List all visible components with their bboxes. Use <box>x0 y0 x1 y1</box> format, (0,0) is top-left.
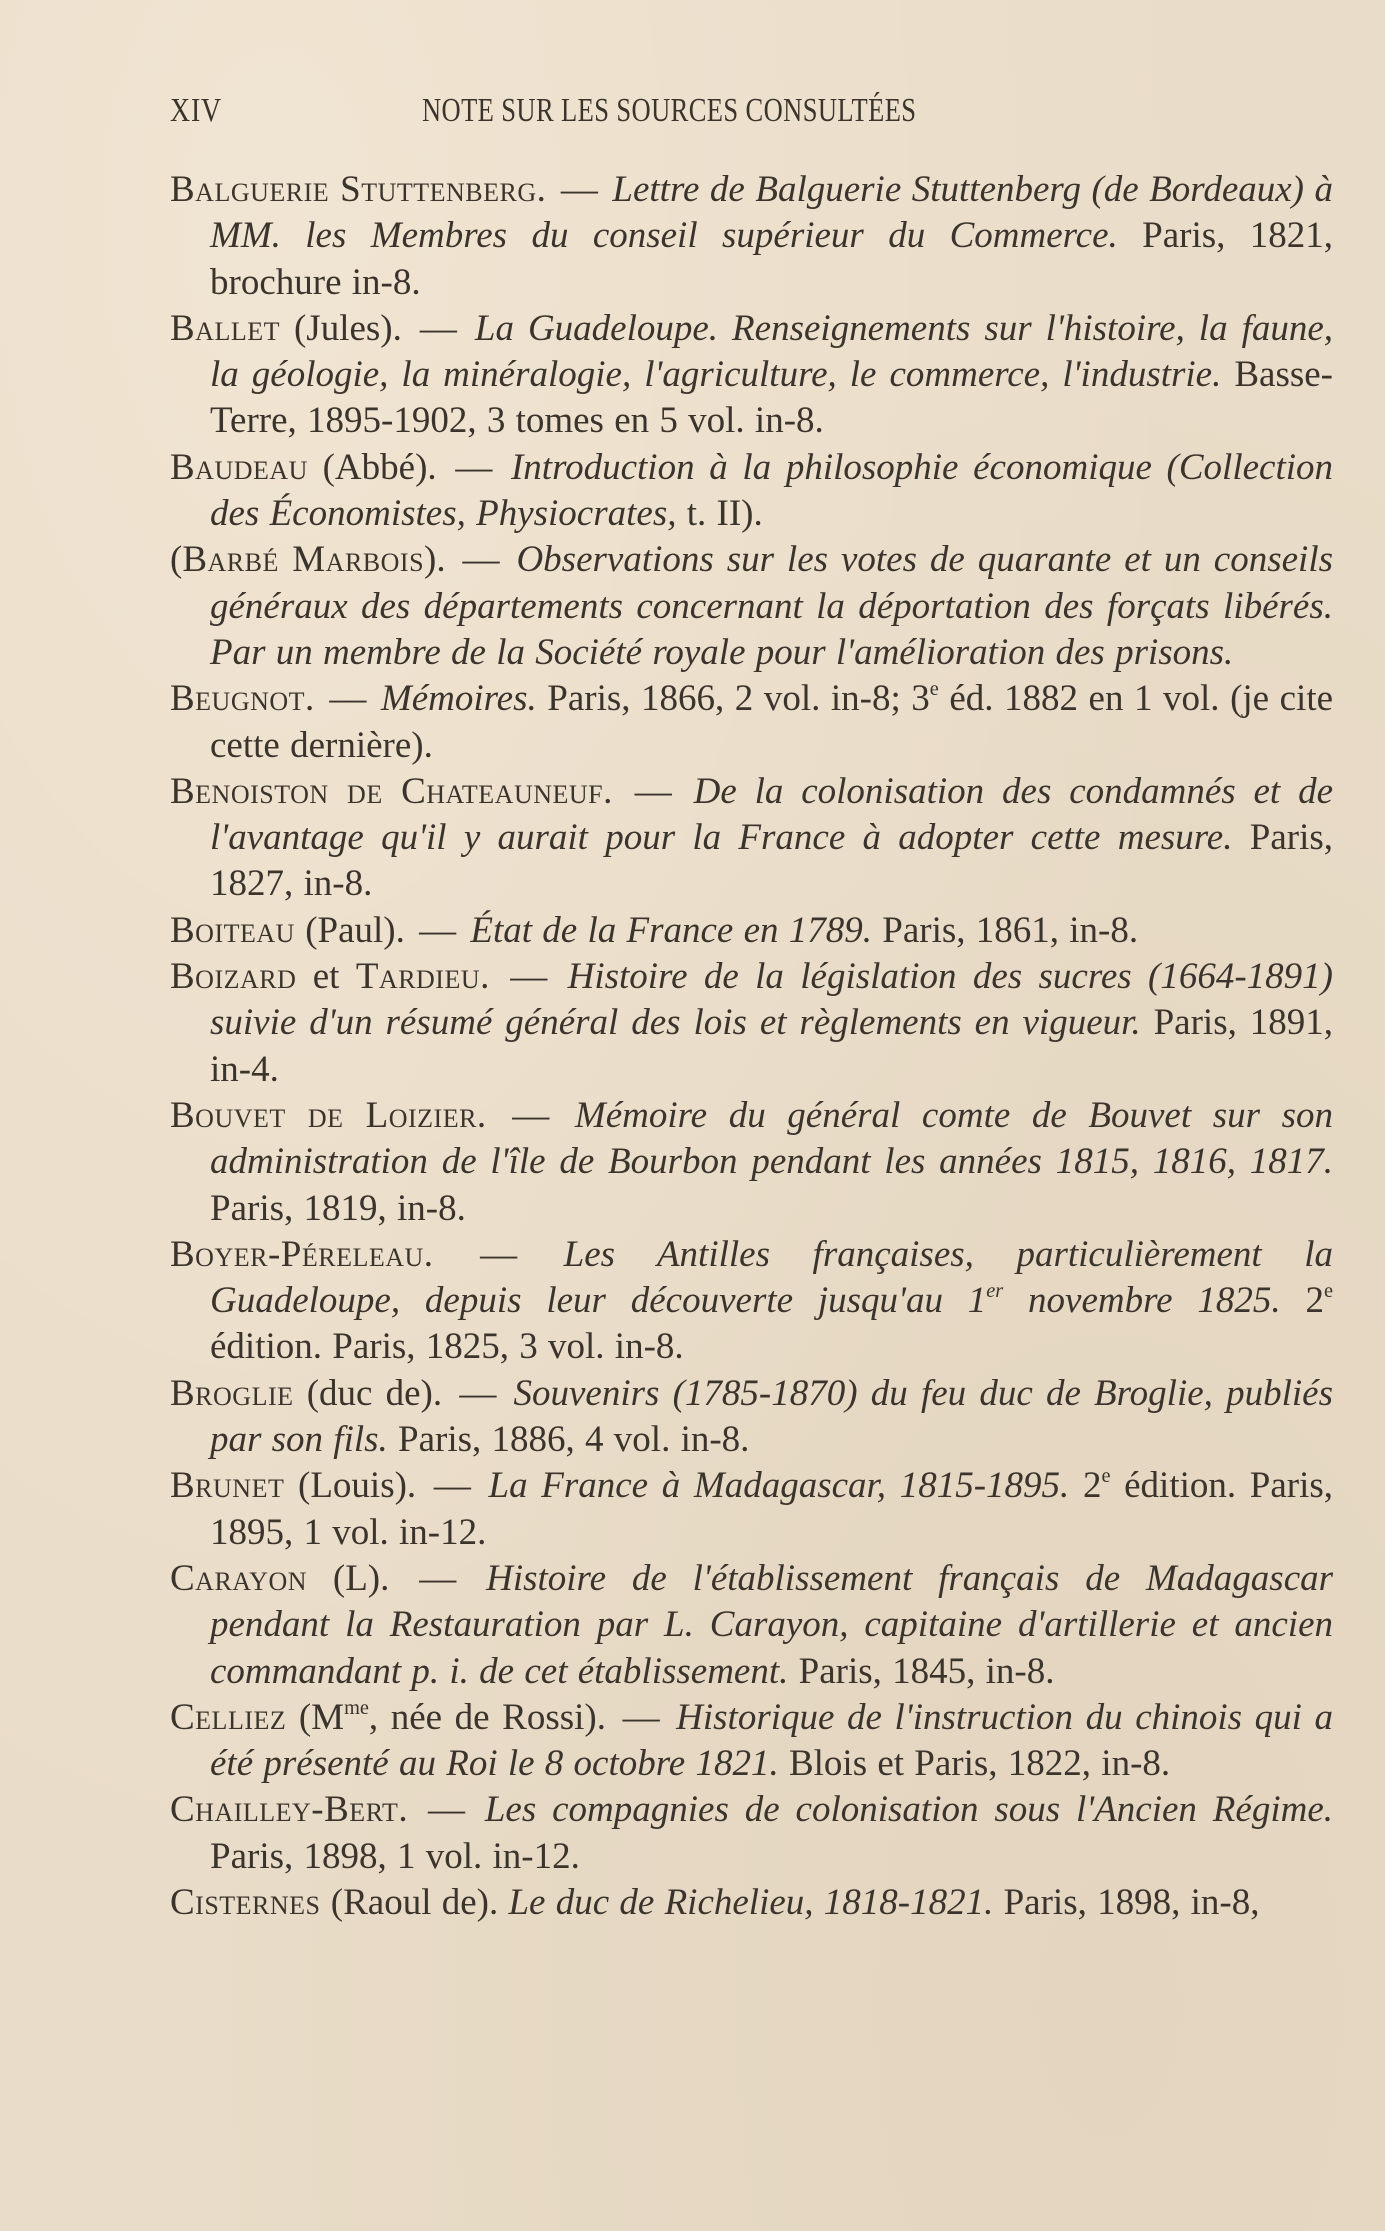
entry-publication <box>210 678 1333 765</box>
entry-title: Mémoire du général comte de Bouvet sur son administration de l'île de Bourbon pendant les années 1815, 1816, 1817. <box>210 1094 1334 1183</box>
superscript: er <box>986 1279 1004 1302</box>
entry-dash: — <box>510 956 548 998</box>
entry-dash: — <box>480 1233 518 1275</box>
entry-author: Balguerie Stuttenberg. <box>170 169 547 210</box>
entry-publication: Paris, 1891, in-4. <box>210 1002 1333 1090</box>
entry-title: Souvenirs (1785-1870) du feu duc de Broglie, publiés par son fils. <box>210 1372 1333 1461</box>
entry-author-note: (Jules). <box>293 307 402 349</box>
entry-dash: — <box>459 1372 497 1414</box>
entry-title: Histoire de la législation des sucres (1664-1891) suivie d'un résumé général des lois et règlements en vigueur. <box>210 956 1334 1044</box>
bibliography-entry <box>170 769 1333 908</box>
pub-text: 2 <box>1082 1465 1102 1507</box>
entry-author: Ballet <box>170 307 280 349</box>
entry-publication: Paris, 1827, in-8. <box>210 817 1333 905</box>
entry-dash: — <box>419 1557 457 1599</box>
entry-title: Observations sur les votes de quarante et un conseils généraux des départements concernant la déportation des forçats libérés. Par un membre de la Société royale pour l'amélioration des prisons. <box>210 539 1333 673</box>
bibliography-entry <box>170 1232 1333 1371</box>
note-text: (M <box>298 1696 345 1738</box>
entry-author-note: (Louis). <box>298 1465 417 1507</box>
bibliography-entry <box>170 1371 1333 1464</box>
entry-title: Historique de l'instruction du chinois qui a été présenté au Roi le 8 octobre 1821. <box>210 1696 1333 1785</box>
entry-publication: Paris, 1898, in-8, <box>1003 1881 1260 1923</box>
entry-publication: t. II). <box>686 493 763 535</box>
entry-author: Bouvet de Loizier. <box>170 1094 487 1136</box>
entry-author-note <box>299 1697 606 1738</box>
entry-author: Celliez <box>170 1696 287 1738</box>
entry-author-note: (duc de). <box>306 1372 443 1414</box>
entry-publication: Paris, 1845, in-8. <box>798 1650 1055 1692</box>
entry-publication: Paris, 1861, in-8. <box>882 909 1139 951</box>
superscript: e <box>1101 1465 1111 1488</box>
bibliography-entry <box>170 1880 1333 1926</box>
bibliography-entry <box>170 1787 1333 1880</box>
bibliography-entry <box>170 1463 1333 1556</box>
entry-author-prefix: ( <box>170 539 183 581</box>
entry-author: Boizard <box>170 956 297 998</box>
title-text: Les Antilles françaises, particulièrement la Guadeloupe, depuis leur découverte jusqu'au 1 <box>210 1233 1334 1322</box>
entry-dash: — <box>419 909 457 951</box>
entry-author-note: ). <box>424 539 446 581</box>
superscript: me <box>344 1696 369 1719</box>
title-text: novembre 1825. <box>1003 1280 1281 1322</box>
pub-text: édition. Paris, 1895, 1 vol. in-12. <box>210 1465 1334 1553</box>
entry-author-2: Tardieu. <box>355 956 490 998</box>
bibliography-entry <box>170 676 1333 769</box>
entry-author-note: (Raoul de). <box>330 1881 499 1923</box>
entry-title: La France à Madagascar, 1815-1895. <box>488 1465 1070 1507</box>
bibliography-entry <box>170 1556 1333 1695</box>
entry-publication: Paris, 1819, in-8. <box>210 1187 466 1229</box>
entry-dash: — <box>560 169 598 210</box>
entry-dash: — <box>634 770 672 812</box>
entry-publication: Paris, 1886, 4 vol. in-8. <box>398 1419 750 1461</box>
entry-title: État de la France en 1789. <box>470 909 873 951</box>
entry-author: Chailley-Bert. <box>170 1789 409 1831</box>
bibliography-entry <box>170 1695 1333 1788</box>
page-number: XIV <box>170 92 223 129</box>
entry-publication: Paris, 1821, brochure in-8. <box>210 215 1334 303</box>
bibliography-entry <box>170 445 1333 538</box>
entry-publication: Blois et Paris, 1822, in-8. <box>788 1743 1171 1785</box>
entry-dash: — <box>622 1696 660 1738</box>
entry-dash: — <box>329 678 367 720</box>
entry-author: Beugnot. <box>170 678 315 720</box>
bibliography-list <box>170 167 1333 1926</box>
entry-author-join: et <box>312 956 340 998</box>
entry-author: Benoiston de Chateauneuf. <box>170 770 613 812</box>
bibliography-entry <box>170 1093 1333 1232</box>
bibliography-entry <box>170 306 1333 445</box>
entry-author: Barbé Marbois <box>182 539 425 581</box>
superscript: e <box>929 678 939 701</box>
bibliography-entry <box>170 537 1333 676</box>
note-text: , née de Rossi). <box>368 1696 606 1738</box>
entry-dash: — <box>455 446 493 488</box>
entry-title: La Guadeloupe. Renseignements sur l'histoire, la faune, la géologie, la minéralogie, l'agriculture, le commerce, l'industrie. <box>210 307 1334 396</box>
entry-author: Brunet <box>170 1465 285 1507</box>
entry-author: Boyer-Péreleau. <box>170 1233 434 1275</box>
running-head <box>170 92 1333 132</box>
bibliography-entry <box>170 167 1333 306</box>
running-title: NOTE SUR LES SOURCES CONSULTÉES <box>422 92 917 129</box>
entry-author: Carayon <box>170 1557 308 1599</box>
entry-dash: — <box>427 1789 465 1831</box>
entry-author: Boiteau <box>170 909 295 951</box>
entry-author-note: (Paul). <box>305 909 405 951</box>
entry-title: De la colonisation des condamnés et de l'avantage qu'il y aurait pour la France à adopter cette mesure. <box>210 770 1333 859</box>
entry-dash: — <box>433 1465 471 1507</box>
entry-author: Broglie <box>170 1372 294 1414</box>
entry-author-note: (Abbé). <box>322 446 437 488</box>
bibliography-entry <box>170 954 1333 1093</box>
entry-author: Cisternes <box>170 1881 321 1923</box>
entry-title: Mémoires. <box>380 678 537 720</box>
pub-text: Paris, 1866, 2 vol. in-8; 3 <box>547 678 930 720</box>
entry-publication: Paris, 1898, 1 vol. in-12. <box>210 1835 580 1877</box>
entry-title: Le duc de Richelieu, 1818-1821. <box>508 1881 994 1923</box>
entry-dash: — <box>512 1094 550 1136</box>
entry-dash: — <box>462 539 500 581</box>
superscript: e <box>1323 1279 1333 1302</box>
entry-dash: — <box>419 307 457 349</box>
entry-title: Les compagnies de colonisation sous l'Ancien Régime. <box>484 1789 1334 1831</box>
pub-text: 2 <box>1305 1280 1324 1322</box>
entry-title: Introduction à la philosophie économique (Collection des Économistes, Physiocrates, <box>210 446 1334 535</box>
entry-author-note: (L). <box>332 1557 390 1599</box>
entry-title: Lettre de Balguerie Stuttenberg (de Bordeaux) à MM. les Membres du conseil supérieur du Commerce. <box>210 169 1333 257</box>
pub-text: éd. 1882 en 1 vol. (je cite cette dernière). <box>210 678 1334 766</box>
entry-author: Baudeau <box>170 446 308 488</box>
pub-text: édition. Paris, 1825, 3 vol. in-8. <box>210 1326 684 1368</box>
bibliography-entry <box>170 908 1333 954</box>
entry-title: Histoire de l'établissement français de Madagascar pendant la Restauration par L. Carayon, capitaine d'artillerie et ancien commandant p. i. de cet établissement. <box>210 1557 1334 1692</box>
entry-publication: Basse-Terre, 1895-1902, 3 tomes en 5 vol. in-8. <box>210 354 1334 442</box>
